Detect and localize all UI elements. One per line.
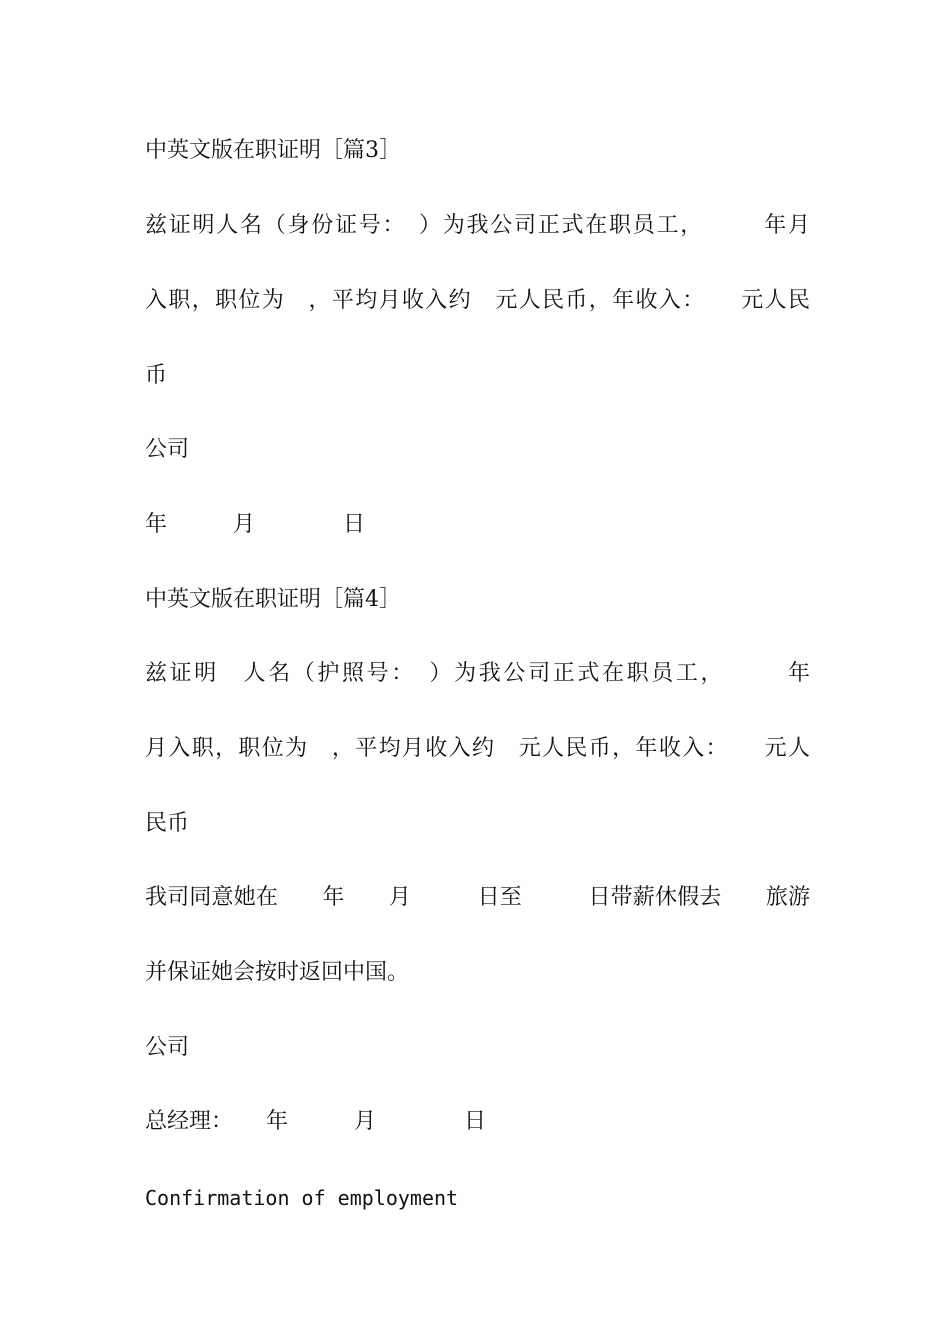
english-heading: Confirmation of employment — [145, 1186, 459, 1210]
paragraph-line: 我司同意她在 年 月 日至 日带薪休假去 旅游 — [145, 885, 810, 910]
paragraph-line: 入职，职位为 ，平均月收入约 元人民币，年收入： 元人民 — [145, 288, 810, 313]
paragraph-line: 月入职，职位为 ，平均月收入约 元人民币，年收入： 元人 — [145, 736, 810, 761]
general-manager-date-line: 总经理： 年 月 日 — [145, 1109, 487, 1134]
paragraph-line: 民币 — [145, 811, 190, 836]
paragraph-line: 兹证明人名（身份证号： ）为我公司正式在职员工， 年月 — [145, 213, 810, 238]
heading-part-4: 中英文版在职证明［篇4］ — [145, 587, 401, 612]
company-label: 公司 — [145, 437, 190, 462]
paragraph-line: 兹证明 人名（护照号： ）为我公司正式在职员工， 年 — [145, 661, 810, 686]
paragraph-line: 并保证她会按时返回中国。 — [145, 960, 410, 985]
company-label: 公司 — [145, 1035, 190, 1060]
paragraph-line: 币 — [145, 363, 168, 388]
heading-part-3: 中英文版在职证明［篇3］ — [145, 138, 401, 163]
date-line: 年 月 日 — [145, 512, 366, 537]
